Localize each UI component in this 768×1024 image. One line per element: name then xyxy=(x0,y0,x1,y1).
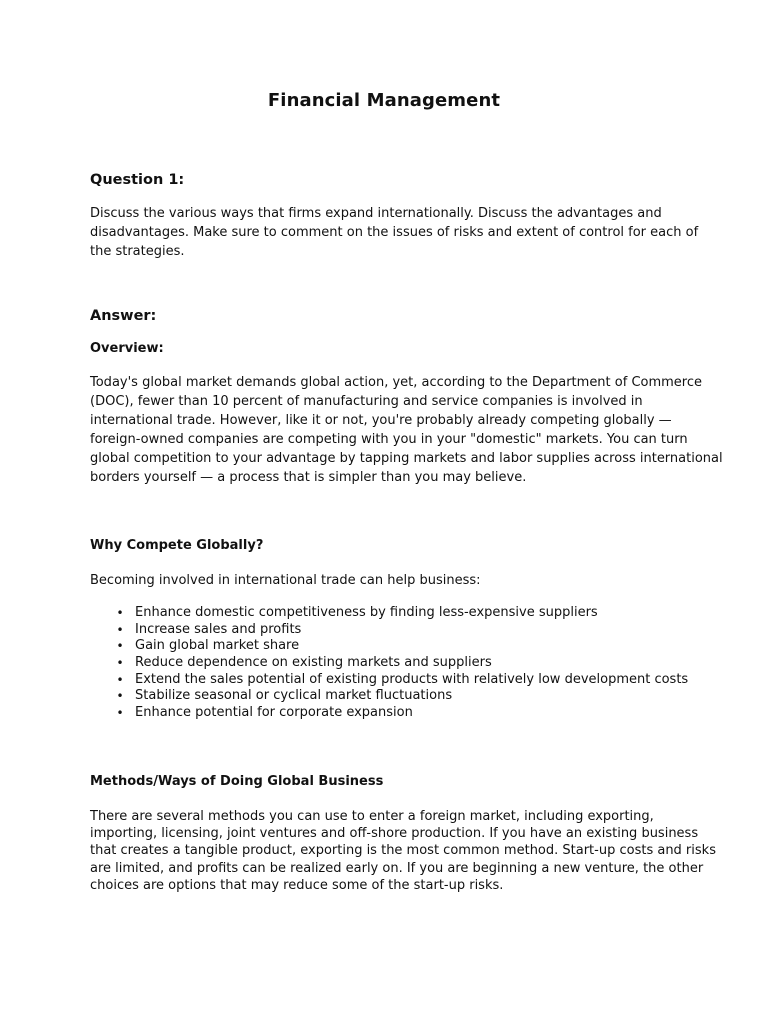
list-item-text: Enhance domestic competitiveness by finding less-expensive suppliers xyxy=(135,605,598,620)
overview-line: foreign-owned companies are competing with you in your "domestic" markets. You can turn xyxy=(90,432,688,447)
list-item-text: Extend the sales potential of existing products with relatively low development costs xyxy=(135,671,689,687)
question-line: disadvantages. Make sure to comment on the issues of risks and extent of control for each of xyxy=(90,225,699,240)
list-item-text: Reduce dependence on existing markets and suppliers xyxy=(135,655,492,671)
why-compete-intro: Becoming involved in international trade can help business: xyxy=(90,573,481,588)
list-item-text: Stabilize seasonal or cyclical market fluctuations xyxy=(135,688,453,704)
list-item-text: Gain global market share xyxy=(135,638,300,654)
question-heading: Question 1: xyxy=(90,172,185,188)
overview-line: borders yourself — a process that is simpler than you may believe. xyxy=(90,470,527,485)
list-item xyxy=(90,655,710,672)
methods-line: There are several methods you can use to enter a foreign market, including exporting, xyxy=(90,809,654,824)
overview-line: global competition to your advantage by tapping markets and labor supplies across international xyxy=(90,451,723,466)
list-item-text: Increase sales and profits xyxy=(135,621,302,637)
overview-line: Today's global market demands global action, yet, according to the Department of Commerce xyxy=(90,375,703,390)
methods-line: that creates a tangible product, exporting is the most common method. Start-up costs and risks xyxy=(90,843,716,859)
answer-heading: Answer: xyxy=(90,308,157,324)
list-item xyxy=(90,622,710,639)
methods-line: choices are options that may reduce some of the start-up risks. xyxy=(90,877,504,893)
overview-line: (DOC), fewer than 10 percent of manufacturing and service companies is involved in xyxy=(90,394,643,409)
list-item xyxy=(90,638,710,655)
list-item-text: Enhance potential for corporate expansion xyxy=(135,705,413,721)
list-item xyxy=(90,688,710,705)
overview-heading: Overview: xyxy=(90,341,164,356)
list-item xyxy=(90,605,710,622)
list-item xyxy=(90,672,710,689)
bullet-icon: • xyxy=(116,622,124,637)
document-title: Financial Management xyxy=(267,90,501,111)
overview-paragraph xyxy=(90,373,723,487)
why-compete-heading: Why Compete Globally? xyxy=(90,538,264,553)
bullet-icon: • xyxy=(116,606,124,620)
question-line: Discuss the various ways that firms expand internationally. Discuss the advantages and xyxy=(90,206,662,221)
methods-paragraph xyxy=(90,808,716,894)
bullet-icon: • xyxy=(116,689,124,704)
methods-line: importing, licensing, joint ventures and off-shore production. If you have an existing business xyxy=(90,826,699,842)
benefits-list xyxy=(90,605,710,722)
bullet-icon: • xyxy=(116,639,124,654)
question-paragraph xyxy=(90,204,699,261)
bullet-icon: • xyxy=(116,672,124,687)
list-item xyxy=(90,705,710,722)
methods-heading: Methods/Ways of Doing Global Business xyxy=(90,774,384,789)
methods-line: are limited, and profits can be realized early on. If you are beginning a new venture, the other xyxy=(90,860,704,876)
question-line: the strategies. xyxy=(90,244,185,259)
bullet-icon: • xyxy=(116,656,124,671)
overview-line: international trade. However, like it or not, you're probably already competing globally — xyxy=(90,413,672,428)
bullet-icon: • xyxy=(116,706,124,721)
